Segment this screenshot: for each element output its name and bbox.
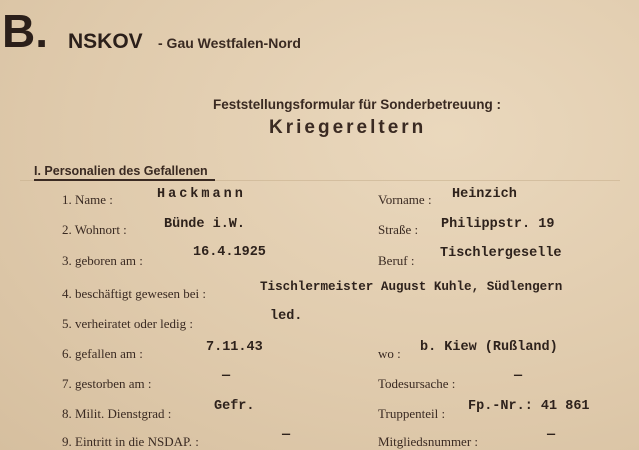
dienstgrad-label: 8. Milit. Dienstgrad :	[62, 406, 172, 421]
wohnort-label: 2. Wohnort :	[62, 222, 127, 237]
gestorben-value: —	[222, 369, 231, 384]
todesursache-label: Todesursache :	[378, 376, 456, 391]
geboren-label: 3. geboren am :	[62, 253, 143, 268]
wo-label: wo :	[378, 346, 401, 361]
region-name: - Gau Westfalen-Nord	[158, 35, 301, 51]
form-subtitle: Kriegereltern	[269, 117, 427, 138]
dienstgrad-value: Gefr.	[214, 399, 255, 414]
beschaeftigt-value: Tischlermeister August Kuhle, Südlengern	[260, 280, 563, 294]
mitglied-label: Mitgliedsnummer :	[378, 434, 479, 449]
logo-letter: B.	[2, 5, 48, 57]
geboren-value: 16.4.1925	[193, 245, 266, 260]
truppenteil-value: Fp.-Nr.: 41 861	[468, 399, 590, 414]
name-label: 1. Name :	[62, 192, 113, 207]
beruf-value: Tischlergeselle	[440, 246, 562, 261]
organization-name: NSKOV	[68, 30, 143, 53]
eintritt-value: —	[282, 428, 291, 443]
name-value: Hackmann	[157, 187, 246, 202]
vorname-value: Heinzich	[452, 187, 517, 202]
todesursache-value: —	[514, 369, 523, 384]
vorname-label: Vorname :	[378, 192, 432, 207]
strasse-label: Straße :	[378, 222, 419, 237]
section-heading: I. Personalien des Gefallenen	[34, 164, 208, 178]
eintritt-label: 9. Eintritt in die NSDAP. :	[62, 434, 199, 449]
truppenteil-label: Truppenteil :	[378, 406, 446, 421]
mitglied-value: —	[547, 428, 556, 443]
verheiratet-value: led.	[270, 309, 303, 324]
beruf-label: Beruf :	[378, 253, 415, 268]
gestorben-label: 7. gestorben am :	[62, 376, 152, 391]
wohnort-value: Bünde i.W.	[164, 217, 246, 232]
form-title: Feststellungsformular für Sonderbetreuung :	[213, 97, 502, 112]
strasse-value: Philippstr. 19	[441, 217, 555, 232]
gefallen-label: 6. gefallen am :	[62, 346, 143, 361]
section-underline	[34, 179, 215, 181]
beschaeftigt-label: 4. beschäftigt gewesen bei :	[62, 286, 207, 301]
gefallen-value: 7.11.43	[206, 340, 263, 355]
verheiratet-label: 5. verheiratet oder ledig :	[62, 316, 194, 331]
wo-value: b. Kiew (Rußland)	[420, 340, 558, 355]
